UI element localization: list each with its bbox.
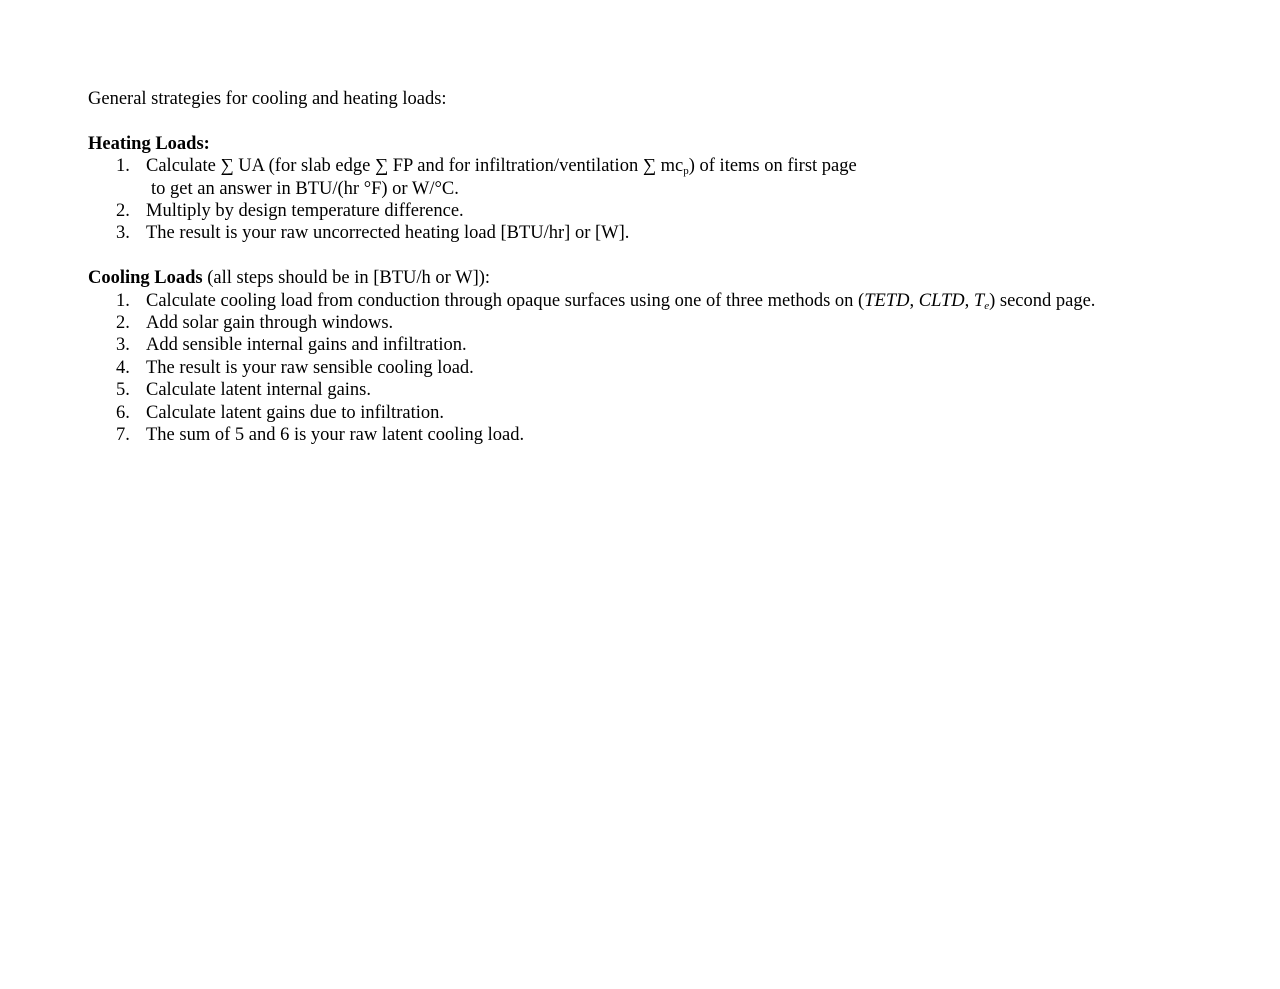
step-text: The result is your raw sensible cooling load.	[146, 357, 474, 378]
step-text: Calculate ∑ UA (for slab edge ∑ FP and for infiltration/ventilation ∑ mc	[146, 156, 684, 177]
cooling-heading-note: (all steps should be in [BTU/h or W]):	[202, 268, 491, 289]
cooling-steps-list	[88, 290, 1188, 447]
heating-step-1	[88, 155, 1188, 200]
cooling-heading-line	[88, 267, 1188, 289]
cooling-step-6	[88, 402, 1188, 424]
step-continuation: to get an answer in BTU/(hr °F) or W/°C.	[151, 178, 459, 199]
step-number: 3.	[116, 335, 130, 356]
step-number: 1.	[116, 290, 130, 311]
heating-steps-list	[88, 155, 1188, 245]
heating-step-3	[88, 222, 1188, 244]
step-text: Calculate latent gains due to infiltration.	[146, 402, 444, 423]
step-number: 3.	[116, 223, 130, 244]
step-text: Add solar gain through windows.	[146, 312, 394, 333]
cooling-step-7	[88, 424, 1188, 446]
separator: ,	[909, 290, 919, 311]
intro-text: General strategies for cooling and heating loads:	[88, 89, 447, 109]
step-number: 5.	[116, 380, 130, 401]
step-text-end: ) of items on first page	[688, 156, 857, 177]
step-text: Add sensible internal gains and infiltration.	[146, 335, 467, 356]
cooling-step-1	[88, 290, 1188, 312]
cooling-step-5	[88, 379, 1188, 401]
method-cltd: CLTD	[918, 290, 965, 311]
step-text: Calculate latent internal gains.	[146, 380, 371, 401]
step-text: The result is your raw uncorrected heating load [BTU/hr] or [W].	[146, 223, 630, 244]
step-number: 7.	[116, 425, 130, 446]
cooling-step-2	[88, 312, 1188, 334]
subscript: p	[683, 165, 689, 178]
method-tetd: TETD	[864, 290, 910, 311]
step-text: The sum of 5 and 6 is your raw latent cooling load.	[146, 425, 525, 446]
step-text: Calculate cooling load from conduction through opaque surfaces using one of three methods on (	[146, 290, 865, 311]
step-text-end: ) second page.	[989, 290, 1096, 311]
cooling-step-4	[88, 357, 1188, 379]
spacer	[88, 245, 1188, 267]
step-number: 2.	[116, 312, 130, 333]
cooling-heading: Cooling Loads	[88, 268, 203, 289]
step-number: 1.	[116, 156, 130, 177]
cooling-step-3	[88, 334, 1188, 356]
step-number: 6.	[116, 402, 130, 423]
heating-step-2	[88, 200, 1188, 222]
step-number: 4.	[116, 357, 130, 378]
method-te: T	[973, 290, 985, 311]
step-text: Multiply by design temperature difference.	[146, 200, 464, 221]
subscript: e	[984, 299, 990, 312]
separator: ,	[964, 290, 974, 311]
step-number: 2.	[116, 200, 130, 221]
document-page	[88, 88, 1188, 446]
heating-heading: Heating Loads:	[88, 133, 210, 154]
spacer	[88, 110, 1188, 132]
